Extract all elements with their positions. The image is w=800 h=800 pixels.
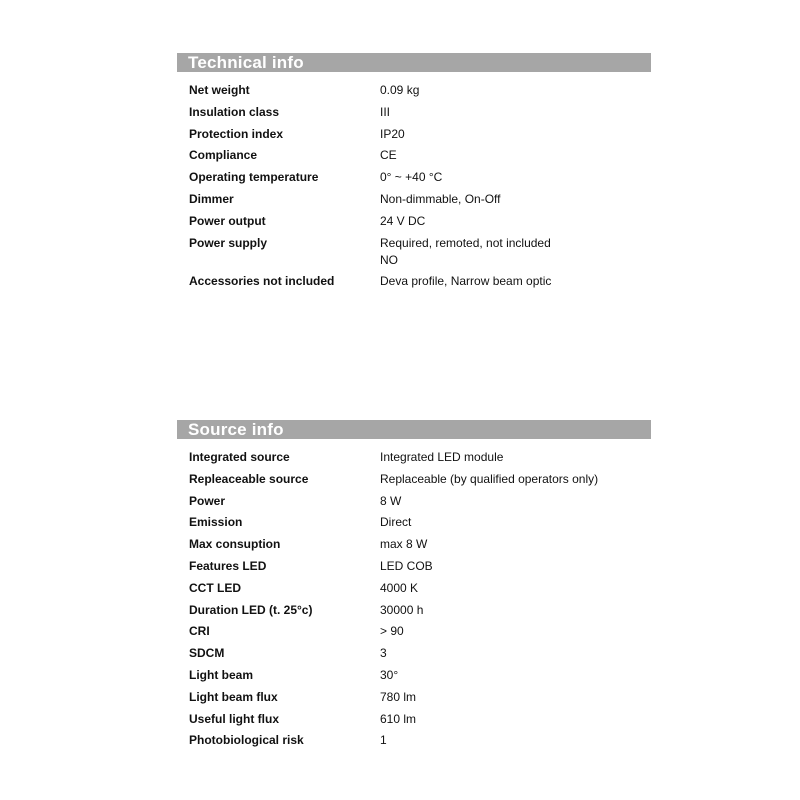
spec-row — [177, 514, 651, 531]
spec-value — [380, 191, 651, 208]
spec-value — [380, 514, 651, 531]
spec-value-line: IP20 — [380, 126, 405, 141]
spec-value — [380, 558, 651, 575]
spec-row — [177, 191, 651, 208]
spec-row — [177, 169, 651, 186]
spec-value-line: Direct — [380, 515, 412, 530]
spec-value-line: 1 — [380, 733, 387, 748]
technical-info-section — [177, 53, 651, 295]
spec-row — [177, 471, 651, 488]
spec-value — [380, 602, 651, 619]
spec-value — [380, 623, 651, 640]
spec-label: Emission — [189, 515, 243, 530]
spec-row — [177, 536, 651, 553]
spec-value — [380, 104, 651, 121]
spec-value-line: Deva profile, Narrow beam optic — [380, 274, 552, 289]
source-info-section — [177, 420, 651, 754]
spec-row — [177, 558, 651, 575]
spec-row — [177, 580, 651, 597]
spec-label: Light beam flux — [189, 689, 278, 704]
spec-row — [177, 104, 651, 121]
spec-value-line: NO — [380, 252, 398, 267]
spec-value — [380, 147, 651, 164]
spec-label: Power — [189, 493, 226, 508]
spec-value — [380, 689, 651, 706]
spec-value — [380, 732, 651, 749]
spec-row — [177, 273, 651, 290]
spec-row — [177, 667, 651, 684]
spec-value — [380, 667, 651, 684]
spec-value-line: 780 lm — [380, 689, 417, 704]
source-info-table — [177, 449, 651, 749]
spec-value — [380, 126, 651, 143]
spec-row — [177, 602, 651, 619]
spec-row — [177, 732, 651, 749]
spec-label: Photobiological risk — [189, 733, 304, 748]
spec-value — [380, 449, 651, 466]
spec-value-line: > 90 — [380, 624, 404, 639]
spec-value — [380, 645, 651, 662]
section-title-source: Source info — [177, 420, 651, 439]
spec-label: Repleaceable source — [189, 471, 309, 486]
spec-row — [177, 711, 651, 728]
spec-value-line: 30000 h — [380, 602, 424, 617]
spec-label: Protection index — [189, 126, 284, 141]
spec-value-line: 0.09 kg — [380, 83, 420, 97]
spec-row — [177, 623, 651, 640]
spec-label: CRI — [189, 624, 210, 639]
spec-value-line: max 8 W — [380, 537, 428, 552]
spec-label: Dimmer — [189, 191, 234, 206]
spec-value — [380, 536, 651, 553]
spec-row — [177, 493, 651, 510]
spec-label: Compliance — [189, 148, 258, 163]
spec-value-line: 24 V DC — [380, 213, 426, 228]
spec-value-line: CE — [380, 148, 397, 163]
spec-value-line: LED COB — [380, 558, 433, 573]
spec-value — [380, 169, 651, 186]
spec-label: Net weight — [189, 83, 250, 97]
technical-info-table — [177, 82, 651, 290]
spec-value-line: Required, remoted, not included — [380, 235, 551, 250]
spec-value-line: III — [380, 104, 391, 119]
spec-row — [177, 147, 651, 164]
spec-label: Max consuption — [189, 537, 281, 552]
spec-label: Useful light flux — [189, 711, 279, 726]
spec-value-line: 0° ~ +40 °C — [380, 170, 443, 185]
spec-row — [177, 449, 651, 466]
spec-value — [380, 273, 651, 290]
spec-row — [177, 645, 651, 662]
spec-value-line: 3 — [380, 646, 387, 661]
spec-label: Insulation class — [189, 104, 280, 119]
spec-row — [177, 213, 651, 230]
spec-value-line: Replaceable (by qualified operators only) — [380, 471, 599, 486]
spec-row — [177, 126, 651, 143]
spec-row — [177, 82, 651, 99]
spec-label: CCT LED — [189, 580, 241, 595]
spec-label: SDCM — [189, 646, 225, 661]
spec-label: Power supply — [189, 235, 268, 250]
spec-label: Features LED — [189, 558, 267, 573]
spec-label: Operating temperature — [189, 170, 319, 185]
spec-value-line: 30° — [380, 667, 399, 682]
section-title-technical: Technical info — [177, 53, 651, 72]
spec-value — [380, 82, 651, 99]
spec-value-line: Non-dimmable, On-Off — [380, 191, 501, 206]
spec-value — [380, 213, 651, 230]
spec-value — [380, 493, 651, 510]
spec-row — [177, 235, 651, 269]
spec-label: Light beam — [189, 667, 254, 682]
spec-value-line: 610 lm — [380, 711, 417, 726]
spec-label: Integrated source — [189, 450, 290, 464]
spec-value-line: Integrated LED module — [380, 450, 504, 464]
spec-value-line: 4000 K — [380, 580, 419, 595]
spec-value — [380, 471, 651, 488]
spec-value — [380, 711, 651, 728]
spec-row — [177, 689, 651, 706]
spec-value-line: 8 W — [380, 493, 402, 508]
spec-value — [380, 235, 651, 269]
spec-value — [380, 580, 651, 597]
spec-label: Power output — [189, 213, 266, 228]
spec-label: Accessories not included — [189, 274, 335, 289]
spec-label: Duration LED (t. 25°c) — [189, 602, 313, 617]
